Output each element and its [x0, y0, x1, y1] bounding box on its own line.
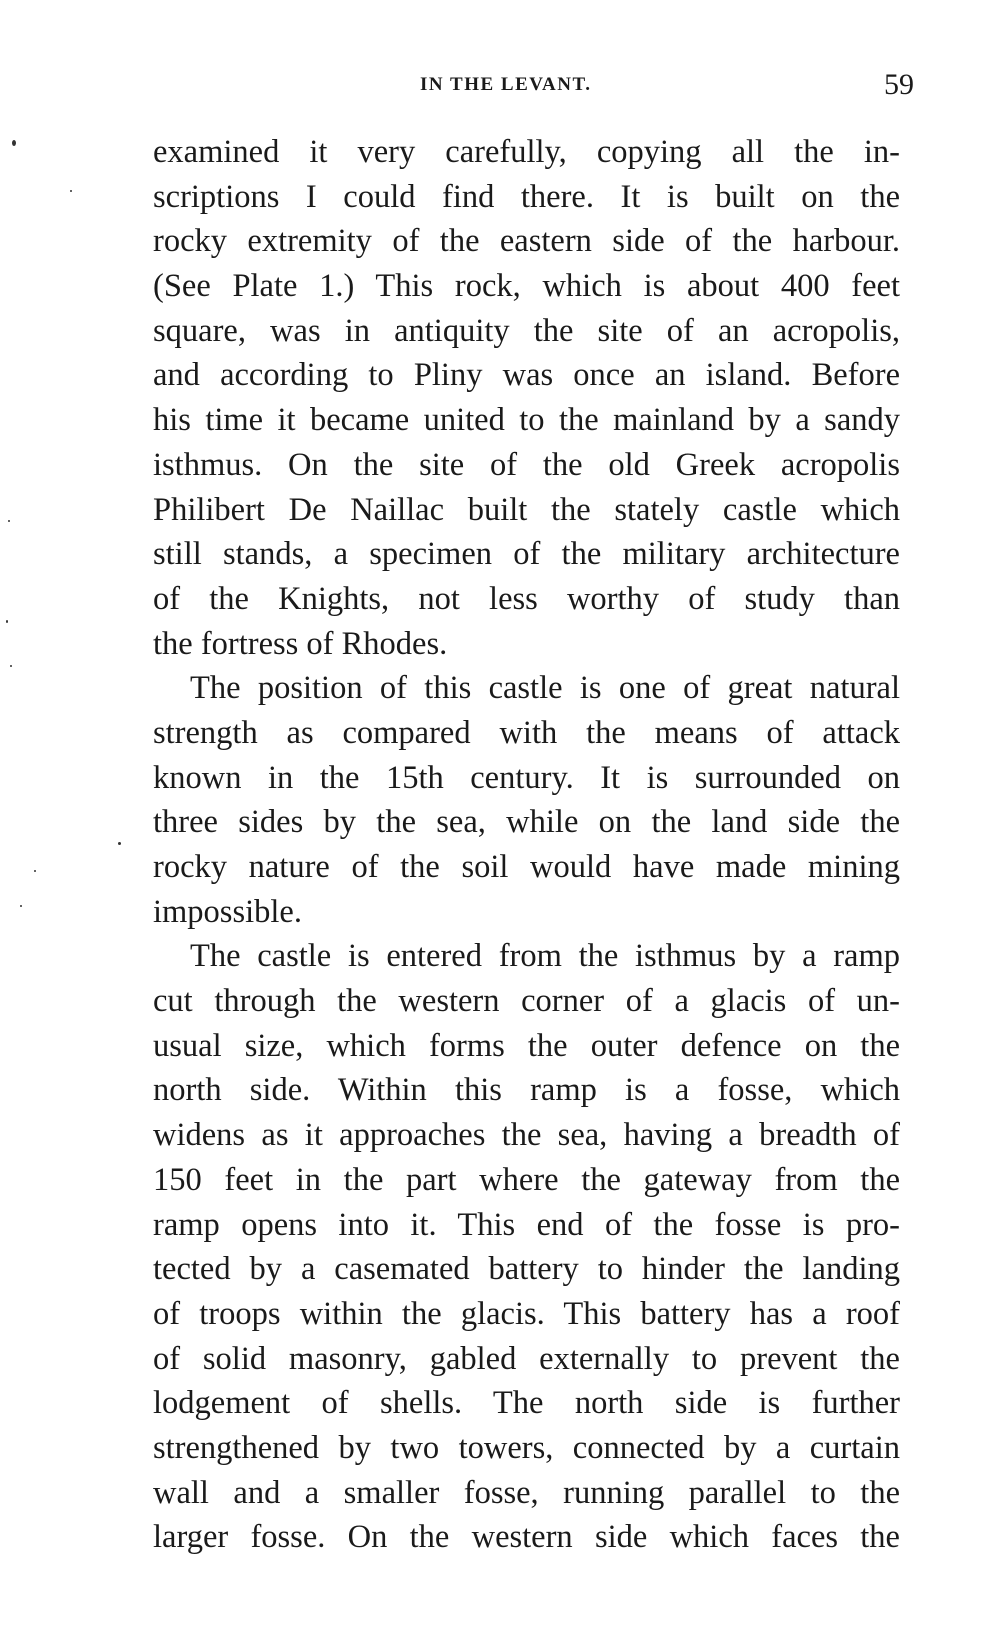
text-line: strengthened by two towers, connected by a curtain	[153, 1429, 900, 1466]
text-line: 150 feet in the part where the gateway from the	[153, 1161, 900, 1198]
text-line: still stands, a specimen of the military architecture	[153, 536, 900, 573]
text-line: of solid masonry, gabled externally to prevent the	[153, 1340, 900, 1377]
text-line: his time it became united to the mainland by a sandy	[153, 402, 900, 439]
text-line: known in the 15th century. It is surrounded on	[153, 759, 900, 796]
text-line: of troops within the glacis. This battery has a roof	[153, 1295, 900, 1332]
text-line: tected by a casemated battery to hinder the landing	[153, 1251, 900, 1288]
text-line: The position of this castle is one of great natural	[190, 670, 900, 707]
text-line: ramp opens into it. This end of the fosse is pro-	[153, 1206, 900, 1243]
text-line: rocky extremity of the eastern side of the harbour.	[153, 223, 900, 260]
scan-speck	[12, 140, 16, 146]
text-line: wall and a smaller fosse, running parallel to the	[153, 1474, 900, 1511]
text-line: and according to Pliny was once an island. Before	[153, 357, 900, 394]
page-number: 59	[884, 68, 914, 101]
paragraph-3	[153, 934, 900, 1560]
text-line: impossible.	[153, 893, 302, 930]
text-line: the fortress of Rhodes.	[153, 625, 448, 662]
paragraph-2	[153, 666, 900, 934]
scan-speck	[70, 190, 72, 192]
text-line: isthmus. On the site of the old Greek acropolis	[153, 446, 900, 483]
scan-speck	[118, 842, 121, 845]
text-line: Philibert De Naillac built the stately castle which	[153, 491, 900, 528]
running-title: IN THE LEVANT.	[420, 74, 592, 95]
text-line: square, was in antiquity the site of an acropolis,	[153, 312, 900, 349]
text-line: The castle is entered from the isthmus by a ramp	[190, 938, 900, 975]
text-line: usual size, which forms the outer defence on the	[153, 1027, 900, 1064]
text-line: scriptions I could find there. It is built on the	[153, 178, 900, 215]
text-line: north side. Within this ramp is a fosse, which	[153, 1072, 900, 1109]
running-head	[0, 68, 1000, 108]
text-line: cut through the western corner of a glacis of un-	[153, 983, 900, 1020]
scan-speck	[34, 870, 36, 872]
text-line: rocky nature of the soil would have made mining	[153, 849, 900, 885]
text-line: examined it very carefully, copying all the in-	[153, 134, 900, 170]
text-line: three sides by the sea, while on the land side the	[153, 804, 900, 841]
text-line: (See Plate 1.) This rock, which is about 400 feet	[153, 268, 900, 305]
paragraph-1	[153, 130, 900, 666]
text-line: lodgement of shells. The north side is further	[153, 1385, 900, 1422]
scan-speck	[20, 905, 22, 907]
scan-speck	[8, 520, 10, 522]
text-line: of the Knights, not less worthy of study than	[153, 580, 900, 617]
scan-speck	[10, 665, 12, 667]
body-text	[153, 130, 900, 1560]
text-line: larger fosse. On the western side which faces the	[153, 1519, 900, 1556]
text-line: widens as it approaches the sea, having a breadth of	[153, 1117, 900, 1154]
scan-speck	[6, 620, 8, 623]
text-line: strength as compared with the means of attack	[153, 714, 900, 751]
